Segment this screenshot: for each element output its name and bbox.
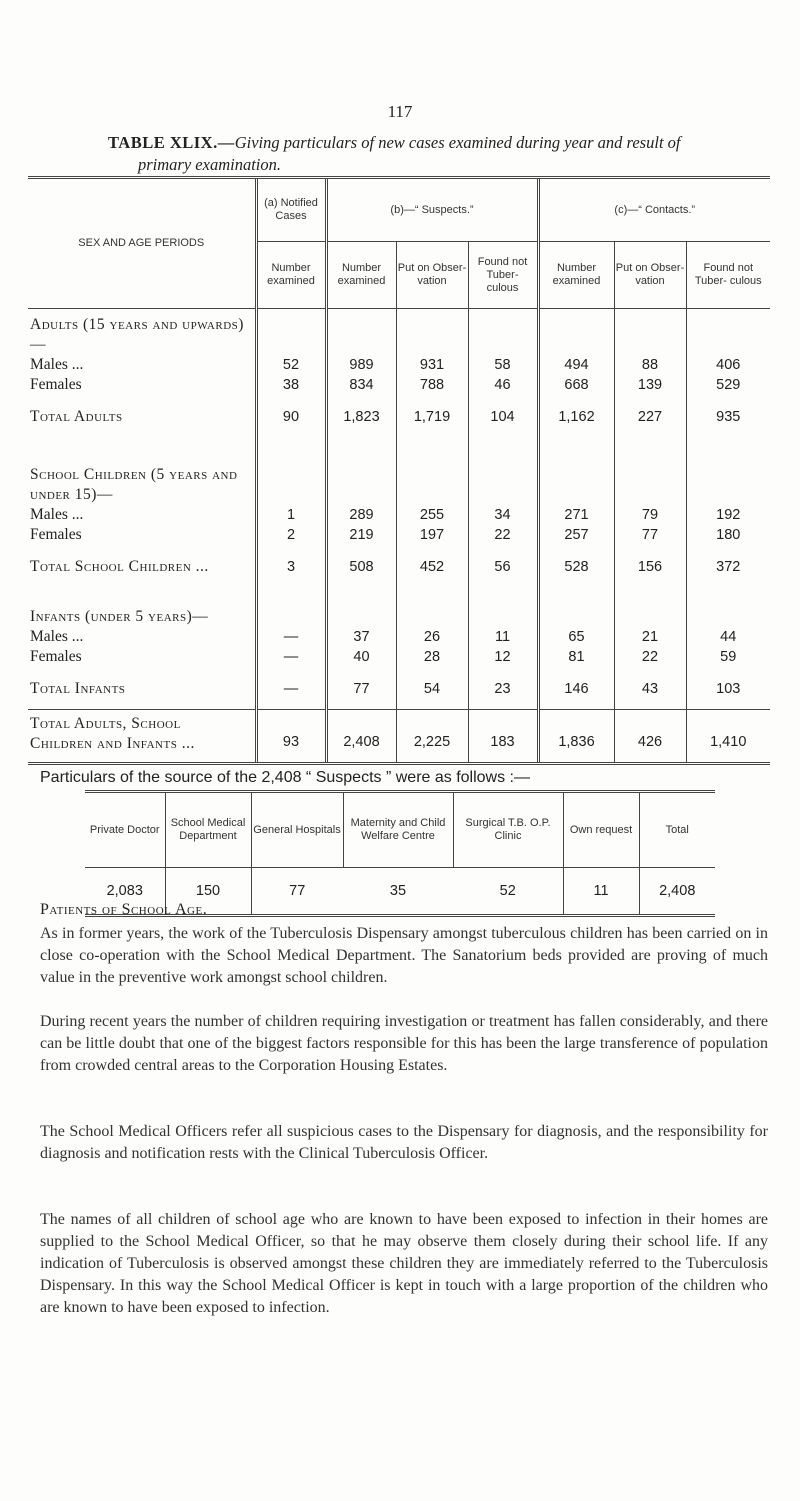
table-cell: 197 <box>396 525 468 545</box>
row-label: Females <box>30 376 82 393</box>
table-cell: 81 <box>538 647 614 667</box>
table-row <box>28 647 770 667</box>
source-table <box>85 790 715 917</box>
table-cell: 1,836 <box>538 710 614 764</box>
row-label: Males ... <box>30 506 84 523</box>
paragraph-text: The School Medical Officers refer all suspicious cases to the Dispensary for diagnosis, and the responsibility for diagnosis and notification rests with the Clinical Tuberculosis Officer. <box>40 1123 768 1162</box>
section-school-label: School Children (5 years and under 15)— <box>30 466 238 503</box>
source-value: 35 <box>343 868 453 916</box>
table-cell: 22 <box>614 647 686 667</box>
row-label: Males ... <box>30 356 84 373</box>
table-cell: 372 <box>686 545 770 577</box>
table-cell: 93 <box>256 710 326 764</box>
source-value: 52 <box>453 868 563 916</box>
table-cell: 935 <box>686 395 770 439</box>
header-b-number-examined: Number examined <box>326 242 396 309</box>
header-c-number-examined: Number examined <box>538 242 614 309</box>
table-cell: 54 <box>396 667 468 710</box>
grand-total-label: Total Adults, School Children and Infants ... <box>28 710 256 764</box>
table-cell: 52 <box>256 355 326 375</box>
paragraph-2 <box>40 1011 768 1077</box>
table-cell: 452 <box>396 545 468 577</box>
source-value: 77 <box>251 868 343 916</box>
source-header-general-hospitals: General Hospitals <box>251 792 343 868</box>
header-c-found-not-tuberculous: Found not Tuber- culous <box>686 242 770 309</box>
table-cell: 271 <box>538 505 614 525</box>
table-cell: 989 <box>326 355 396 375</box>
table-row <box>28 309 770 356</box>
table-cell: 289 <box>326 505 396 525</box>
source-header-own-request: Own request <box>563 792 639 868</box>
table-cell: 77 <box>614 525 686 545</box>
table-cell: 426 <box>614 710 686 764</box>
source-title: Particulars of the source of the 2,408 “ Suspects ” were as follows :— <box>40 769 530 786</box>
table-cell: 180 <box>686 525 770 545</box>
section-adults-label: Adults (15 years and upwards)— <box>30 316 244 353</box>
table-cell: 528 <box>538 545 614 577</box>
table-cell: 23 <box>468 667 538 710</box>
cases-table <box>28 176 770 765</box>
table-row <box>28 439 770 505</box>
total-school-label: Total School Children ... <box>30 558 209 575</box>
paragraph-3 <box>40 1121 768 1165</box>
table-row <box>28 627 770 647</box>
table-cell: 79 <box>614 505 686 525</box>
table-cell: 2,225 <box>396 710 468 764</box>
table-cell: 103 <box>686 667 770 710</box>
table-cell: 834 <box>326 375 396 395</box>
table-cell: 257 <box>538 525 614 545</box>
table-cell: 26 <box>396 627 468 647</box>
caption-line1: Giving particulars of new cases examined during year and result of <box>234 133 681 152</box>
table-cell: 1,719 <box>396 395 468 439</box>
table-cell: 37 <box>326 627 396 647</box>
header-a-group: (a) Notified Cases <box>256 178 326 242</box>
source-header-maternity: Maternity and Child Welfare Centre <box>343 792 453 868</box>
table-cell: 508 <box>326 545 396 577</box>
table-cell: 38 <box>256 375 326 395</box>
table-cell: 3 <box>256 545 326 577</box>
table-cell: 183 <box>468 710 538 764</box>
table-cell: 43 <box>614 667 686 710</box>
table-cell: 11 <box>468 627 538 647</box>
table-row <box>28 355 770 375</box>
table-cell: 88 <box>614 355 686 375</box>
table-cell: 58 <box>468 355 538 375</box>
total-adults-label: Total Adults <box>30 408 123 425</box>
table-row <box>28 525 770 545</box>
paragraph-1 <box>40 923 768 989</box>
table-row <box>28 505 770 525</box>
table-cell: 59 <box>686 647 770 667</box>
row-label: Females <box>30 648 82 665</box>
source-header-surgical: Surgical T.B. O.P. Clinic <box>453 792 563 868</box>
table-cell: 46 <box>468 375 538 395</box>
source-header-total: Total <box>639 792 715 868</box>
table-cell: 494 <box>538 355 614 375</box>
table-cell: 22 <box>468 525 538 545</box>
total-infants-label: Total Infants <box>30 680 126 697</box>
paragraph-text: As in former years, the work of the Tuberculosis Dispensary amongst tuberculous children has been carried on in close co-operation with the School Medical Department. The Sanatorium beds provided are proving of much value in the preventive work amongst school children. <box>40 925 768 986</box>
table-cell: 668 <box>538 375 614 395</box>
header-a-number-examined: Number examined <box>256 242 326 309</box>
table-cell: 2 <box>256 525 326 545</box>
table-cell: 104 <box>468 395 538 439</box>
table-cell: 21 <box>614 627 686 647</box>
header-b-found-not-tuberculous: Found not Tuber- culous <box>468 242 538 309</box>
table-cell: 56 <box>468 545 538 577</box>
page-number: 117 <box>387 102 413 121</box>
header-sex-age: SEX AND AGE PERIODS <box>28 178 256 309</box>
table-row <box>28 395 770 439</box>
table-cell: 1,823 <box>326 395 396 439</box>
table-cell: 227 <box>614 395 686 439</box>
table-cell: 34 <box>468 505 538 525</box>
header-c-group: (c)—“ Contacts.” <box>538 178 770 242</box>
table-cell: 529 <box>686 375 770 395</box>
section-heading: Patients of School Age. <box>40 901 208 918</box>
table-cell: 1,410 <box>686 710 770 764</box>
caption-line2: primary examination. <box>138 155 281 174</box>
paragraph-4 <box>40 1209 768 1319</box>
table-cell: 146 <box>538 667 614 710</box>
table-cell: 1 <box>256 505 326 525</box>
source-value: 150 <box>165 868 251 916</box>
source-value: 2,408 <box>639 868 715 916</box>
source-header-private-doctor: Private Doctor <box>85 792 165 868</box>
table-cell: 65 <box>538 627 614 647</box>
section-infants-label: Infants (under 5 years)— <box>30 608 209 625</box>
table-cell: 255 <box>396 505 468 525</box>
table-cell: — <box>256 627 326 647</box>
table-cell: — <box>256 647 326 667</box>
source-header-school-medical: School Medical Department <box>165 792 251 868</box>
table-caption <box>108 132 708 176</box>
table-cell: 90 <box>256 395 326 439</box>
table-row <box>28 375 770 395</box>
paragraph-text: During recent years the number of children requiring investigation or treatment has fallen considerably, and there can be little doubt that one of the biggest factors responsible for this has been the large transference of population from crowded central areas to the Corporation Housing Estates. <box>40 1013 768 1074</box>
table-cell: 12 <box>468 647 538 667</box>
table-cell: 44 <box>686 627 770 647</box>
table-cell: 139 <box>614 375 686 395</box>
row-label: Males ... <box>30 628 84 645</box>
table-cell: 28 <box>396 647 468 667</box>
table-cell: 1,162 <box>538 395 614 439</box>
table-row <box>28 577 770 627</box>
table-cell: 40 <box>326 647 396 667</box>
table-row <box>28 667 770 710</box>
source-value: 2,083 <box>85 868 165 916</box>
source-value: 11 <box>563 868 639 916</box>
table-cell: 406 <box>686 355 770 375</box>
header-b-put-on-observation: Put on Obser- vation <box>396 242 468 309</box>
table-cell: 788 <box>396 375 468 395</box>
table-cell: 156 <box>614 545 686 577</box>
table-cell: 192 <box>686 505 770 525</box>
table-cell: 77 <box>326 667 396 710</box>
table-row <box>28 710 770 764</box>
table-cell: 219 <box>326 525 396 545</box>
table-cell: — <box>256 667 326 710</box>
table-cell: 931 <box>396 355 468 375</box>
header-c-put-on-observation: Put on Obser- vation <box>614 242 686 309</box>
table-row <box>28 545 770 577</box>
header-b-group: (b)—“ Suspects.” <box>326 178 538 242</box>
paragraph-text: The names of all children of school age who are known to have been exposed to infection in their homes are supplied to the School Medical Officer, so that he may observe them closely during their school life. If any indication of Tuberculosis is observed amongst these children they are immediately referred to the Tuberculosis Dispensary. In this way the School Medical Officer is kept in touch with a large proportion of the children who are known to have been exposed to infection. <box>40 1211 768 1316</box>
table-cell: 2,408 <box>326 710 396 764</box>
row-label: Females <box>30 526 82 543</box>
caption-lead: TABLE XLIX.— <box>108 133 235 152</box>
